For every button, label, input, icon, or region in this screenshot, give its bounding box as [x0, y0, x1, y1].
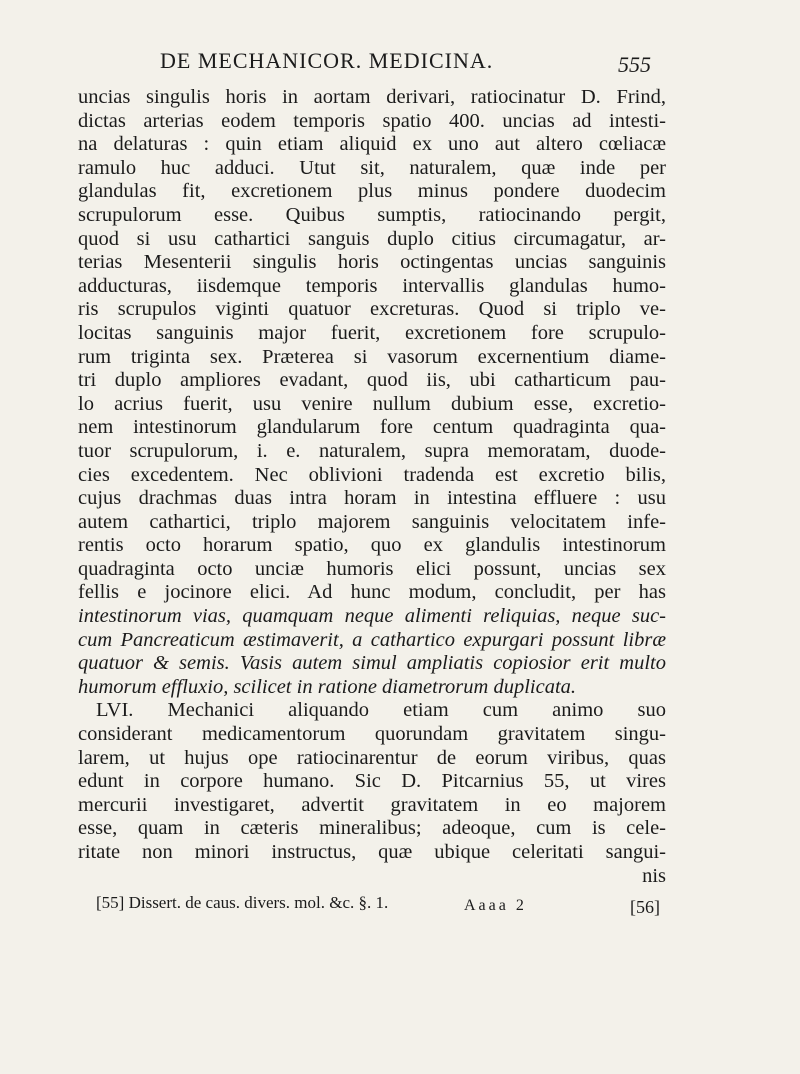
text-line: rum triginta sex. Præterea si vasorum excernentium diame- [78, 345, 666, 368]
running-title: DE MECHANICOR. MEDICINA. [160, 48, 494, 73]
text-line: edunt in corpore humano. Sic D. Pitcarnius 55, ut vires [78, 770, 666, 793]
text-line: tuor scrupulorum, i. e. naturalem, supra memoratam, duode- [78, 439, 666, 462]
signature-mark: Aaaa 2 [464, 897, 527, 914]
section-heading-line: LVI. Mechanici aliquando etiam cum animo suo [96, 699, 666, 722]
text-line: tri duplo ampliores evadant, quod iis, ubi catharticum pau- [78, 369, 666, 392]
text-line: considerant medicamentorum quorundam gravitatem singu- [78, 723, 666, 746]
text-line: quadraginta octo unciæ humoris elici possunt, uncias sex [78, 557, 666, 580]
text-line: mercurii investigaret, advertit gravitatem in eo majorem [78, 793, 666, 816]
text-line: na delaturas : quin etiam aliquid ex uno aut altero cœliacæ [78, 133, 666, 156]
text-line: intestinorum vias, quamquam neque alimenti reliquias, neque suc- [78, 605, 666, 628]
text-line: nis [642, 864, 666, 887]
text-line: uncias singulis horis in aortam derivari, ratiocinatur D. Frind, [78, 86, 666, 108]
text-line: rentis octo horarum spatio, quo ex glandulis intestinorum [78, 534, 666, 557]
text-line: dictas arterias eodem temporis spatio 400. uncias ad intesti- [78, 109, 666, 132]
text-line: adducturas, iisdemque temporis intervallis glandulas humo- [78, 274, 666, 297]
text-line: glandulas fit, excretionem plus minus pondere duodecim [78, 180, 666, 203]
text-line: esse, quam in cæteris mineralibus; adeoque, cum is cele- [78, 817, 666, 840]
text-line: ramulo huc adduci. Utut sit, naturalem, quæ inde per [78, 156, 666, 179]
page-number: 555 [618, 52, 651, 77]
text-line: ris scrupulos viginti quatuor excreturas. Quod si triplo ve- [78, 298, 666, 321]
text-line: cum Pancreaticum æstimaverit, a cathartico expurgari possunt libræ [78, 628, 666, 651]
footnote: [55] Dissert. de caus. divers. mol. &c. §. 1. [96, 893, 389, 912]
text-line: nem intestinorum glandularum fore centum quadraginta qua- [78, 416, 666, 439]
text-line: terias Mesenterii singulis horis octingentas uncias sanguinis [78, 251, 666, 274]
text-line: larem, ut hujus ope ratiocinarentur de eorum viribus, quas [78, 746, 666, 769]
body-text [78, 86, 666, 888]
text-line: ritate non minori instructus, quæ ubique celeritati sangui- [78, 841, 666, 863]
text-line: humorum effluxio, scilicet in ratione diametrorum duplicata. [78, 675, 577, 698]
text-line: cies excedentem. Nec oblivioni tradenda est excretio bilis, [78, 463, 666, 486]
catchword: [56] [630, 897, 660, 917]
text-line: lo acrius fuerit, usu venire nullum dubium esse, excretio- [78, 392, 666, 415]
text-line: fellis e jocinore elici. Ad hunc modum, concludit, per has [78, 581, 666, 604]
text-line: scrupulorum esse. Quibus sumptis, ratiocinando pergit, [78, 203, 666, 226]
text-line: cujus drachmas duas intra horam in intestina effluere : usu [78, 487, 666, 510]
text-line: quod si usu cathartici sanguis duplo citius circumagatur, ar- [78, 227, 666, 250]
text-line: autem cathartici, triplo majorem sanguinis velocitatem infe- [78, 510, 666, 533]
text-line: quatuor & semis. Vasis autem simul ampliatis copiosior erit multo [78, 652, 666, 675]
text-line: locitas sanguinis major fuerit, excretionem fore scrupulo- [78, 321, 666, 344]
